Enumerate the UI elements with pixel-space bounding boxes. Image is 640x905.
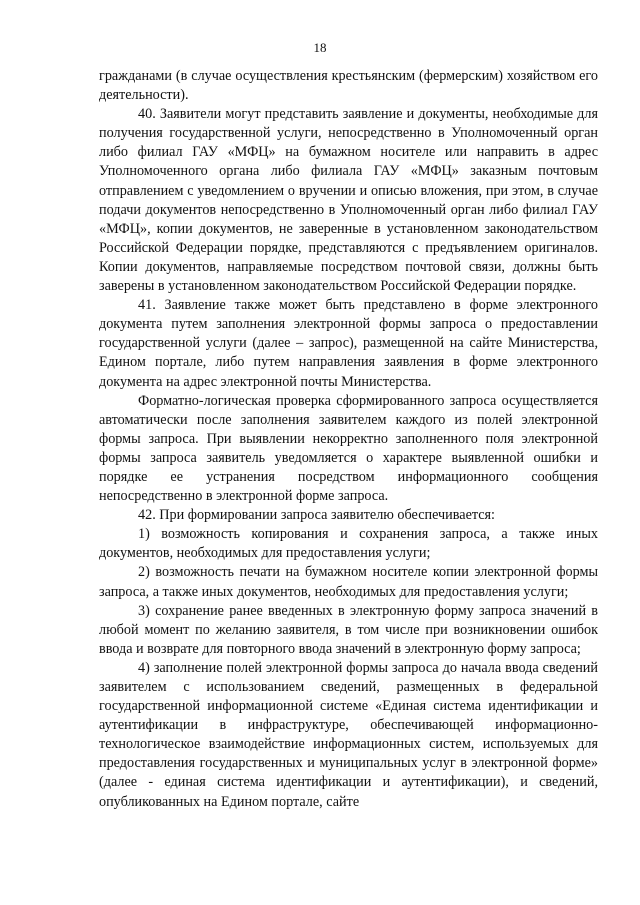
paragraph-41: 41. Заявление также может быть представлено в форме электронного документа путем заполнения электронной формы запроса о предоставлении государственной услуги (далее – запрос), размещенной на сайте Министерства, Едином портале, либо путем направления заявления в форме электронного документа на адрес электронной почты Министерства. [99,297,598,390]
document-body [99,67,598,812]
paragraph-40: 40. Заявители могут представить заявление и документы, необходимые для получения государственной услуги, непосредственно в Уполномоченный орган либо филиал ГАУ «МФЦ» на бумажном носителе или направить в адрес Уполномоченного органа либо филиала ГАУ «МФЦ» заказным почтовым отправлением с уведомлением о вручении и описью вложения, при этом, в случае подачи документов непосредственно в Уполномоченный орган либо филиал ГАУ «МФЦ», копии документов, не заверенные в установленном законодательством Российской Федерации порядке, представляются с предъявлением оригиналов. Копии документов, направляемые посредством почтовой связи, должны быть заверены в установленном законодательством Российской Федерации порядке. [99,106,598,295]
list-item-4: 4) заполнение полей электронной формы запроса до начала ввода сведений заявителем с использованием сведений, размещенных в федеральной государственной информационной системе «Единая система идентификации и аутентификации в инфраструктуре, обеспечивающей информационно-технологическое взаимодействие информационных систем, используемых для предоставления государственных и муниципальных услуг в электронной форме» (далее - единая система идентификации и аутентификации), и сведений, опубликованных на Едином портале, сайте [99,659,598,810]
paragraph-format-check: Форматно-логическая проверка сформированного запроса осуществляется автоматически после заполнения заявителем каждого из полей электронной формы запроса. При выявлении некорректно заполненного поля электронной формы запроса заявитель уведомляется о характере выявленной ошибки и порядке ее устранения посредством информационного сообщения непосредственно в электронной форме запроса. [99,392,598,505]
paragraph-continuation: гражданами (в случае осуществления крестьянским (фермерским) хозяйством его деятельности). [99,68,598,104]
list-item-1: 1) возможность копирования и сохранения запроса, а также иных документов, необходимых для предоставления услуги; [99,526,598,562]
page-number: 18 [313,40,327,55]
list-item-2: 2) возможность печати на бумажном носителе копии электронной формы запроса, а также иных документов, необходимых для предоставления услуги; [99,564,598,600]
paragraph-42: 42. При формировании запроса заявителю обеспечивается: [138,507,496,524]
list-item-3: 3) сохранение ранее введенных в электронную форму запроса значений в любой момент по желанию заявителя, в том числе при возникновении ошибок ввода и возврате для повторного ввода значений в электронную форму запроса; [99,602,598,657]
